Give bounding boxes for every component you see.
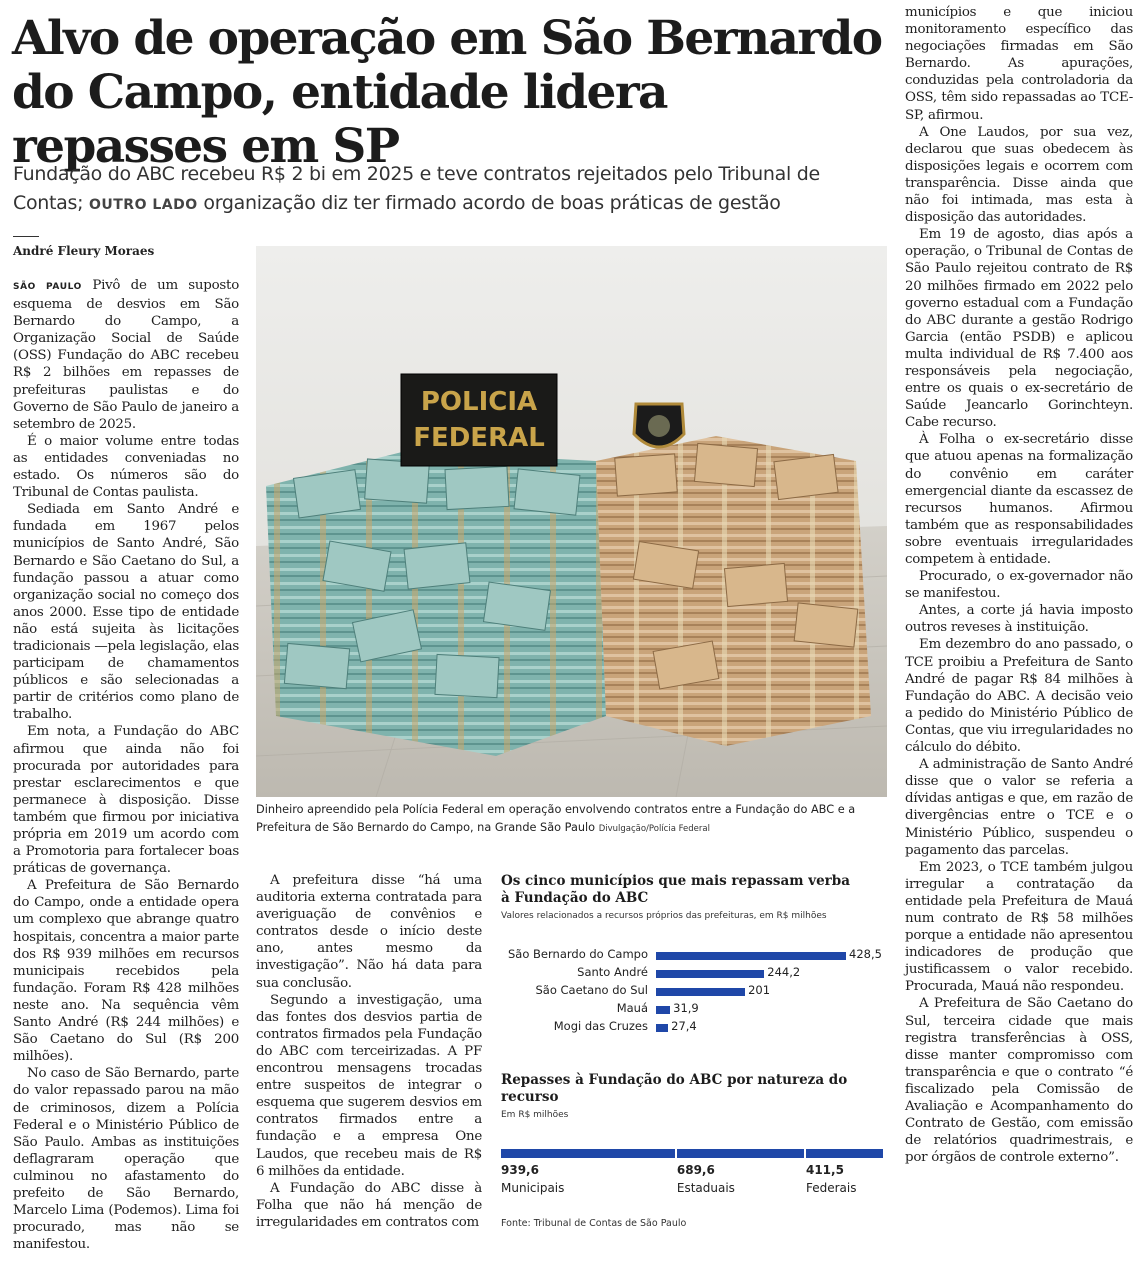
paragraph: No caso de São Bernardo, parte do valor repassado parou na mão de criminosos, dizem a Polícia Federal e o Ministério Público de São Paulo. Ambas as instituições deflagraram operação que culminou no afastamento do prefeito de São Bernardo, Marcelo Lima (Podemos). Lima foi procurado, mas não se manifestou. xyxy=(13,1066,239,1253)
paragraph: À Folha o ex-secretário disse que atuou apenas na formalização do convênio em caráter emergencial diante da escassez de recursos humanos. Afirmou também que as responsabilidades sobre eventuais irregularidades competem à entidade. xyxy=(905,432,1133,567)
article-column-2 xyxy=(256,872,482,1231)
bar xyxy=(656,1006,670,1014)
bar-value-label: 31,9 xyxy=(673,1001,699,1015)
subhead xyxy=(13,160,893,220)
stacked-bar-segment xyxy=(501,1149,675,1158)
stacked-bar-value: 689,6 xyxy=(676,1163,715,1177)
paragraph: A Fundação do ABC disse à Folha que não há menção de irregularidades em contratos com xyxy=(256,1180,482,1230)
paragraph: A Prefeitura de São Bernardo do Campo, onde a entidade opera um complexo que abrange quatro hospitais, concentra a maior parte dos R$ 939 milhões em recursos municipais recebidos pela fundação. Foram R$ 428 milhões neste ano. Na sequência vêm Santo André (R$ 244 milhões) e São Caetano do Sul (R$ 200 milhões). xyxy=(13,878,239,1065)
paragraph: Em dezembro do ano passado, o TCE proibiu a Prefeitura de Santo André de pagar R$ 84 milhões à Fundação do ABC. A decisão veio a pedido do Ministério Público de Contas, que viu irregularidades no cálculo do débito. xyxy=(905,637,1133,756)
outro-lado-tag: OUTRO LADO xyxy=(88,197,198,213)
paragraph: A One Laudos, por sua vez, declarou que suas obedecem às disposições legais e ocorrem com transparência. Disse ainda que não foi intimada, mas esta à disposição das autoridades. xyxy=(905,124,1133,226)
paragraph: Sediada em Santo André e fundada em 1967 pelos municípios de Santo André, São Bernardo e São Caetano do Sul, a fundação passou a atuar como organização social no começo dos anos 2000. Esse tipo de entidade não está sujeita às licitações tradicionais —pela legislação, elas participam de chamamentos públicos e são selecionadas a partir de critérios como plano de trabalho. xyxy=(13,502,239,723)
photo-credit: Divulgação/Polícia Federal xyxy=(598,823,710,834)
sign-text-line-1: POLICIA xyxy=(420,387,538,417)
byline-rule xyxy=(13,236,39,237)
stacked-bar-value: 411,5 xyxy=(805,1163,844,1177)
paragraph: A Prefeitura de São Caetano do Sul, terceira cidade que mais registra transferências à OSS, disse manter compromisso com transparência e que o contrato “é fiscalizado pela Comissão de Avaliação e Acompanhamento do Contrato de Gestão, com emissão de relatórios quadrimestrais, e por órgãos de controle externo”. xyxy=(905,996,1133,1166)
chart-2-subtitle: Em R$ milhões xyxy=(501,1110,569,1120)
stacked-bar-segment xyxy=(806,1149,883,1158)
headline: Alvo de operação em São Bernardo do Campo, entidade lidera repasses em SP xyxy=(12,11,882,174)
paragraph-text: Pivô de um suposto esquema de desvios em São Bernardo do Campo, a Organização Social de Saúde (OSS) Fundação do ABC recebeu R$ 2 bilhões em repasses de prefeituras paulistas e do Governo de São Paulo de janeiro a setembro de 2025. xyxy=(13,278,240,432)
paragraph: A administração de Santo André disse que o valor se referia a dívidas antigas e que, em razão de divergências entre o TCE e o Ministério Público, suspendeu o pagamento das parcelas. xyxy=(905,757,1133,858)
bar-category-label: Mauá xyxy=(616,1001,648,1015)
paragraph: Antes, a corte já havia imposto outros reveses à instituição. xyxy=(905,603,1133,636)
article-column-1 xyxy=(13,277,239,1253)
bar-value-label: 201 xyxy=(748,983,771,997)
subhead-text: Fundação do ABC recebeu R$ 2 bi em 2025 e teve contratos rejeitados pelo Tribunal de Contas; xyxy=(13,163,820,214)
stacked-bar-value: 939,6 xyxy=(501,1163,539,1177)
chart-source: Fonte: Tribunal de Contas de São Paulo xyxy=(501,1218,687,1229)
stacked-bar-segment xyxy=(677,1149,804,1158)
article-column-4 xyxy=(905,4,1133,1166)
bar-category-label: São Bernardo do Campo xyxy=(508,947,648,961)
bar-value-label: 27,4 xyxy=(671,1019,697,1033)
seized-money-photo xyxy=(256,246,887,797)
bar-category-label: São Caetano do Sul xyxy=(535,983,648,997)
paragraph: Procurado, o ex-governador não se manifestou. xyxy=(905,569,1133,602)
paragraph: Em nota, a Fundação do ABC afirmou que ainda não foi procurada por autoridades para prestar esclarecimentos e que permanece à disposição. Disse também que firmou por iniciativa própria em 2019 um acordo com a Promotoria para fortalecer boas práticas de governança. xyxy=(13,724,239,877)
paragraph: Segundo a investigação, uma das fontes dos desvios partia de contratos firmados pela Fundação do ABC com terceirizadas. A PF encontrou mensagens trocadas entre suspeitos de integrar o esquema que sugerem desvios em contratos firmados entre a fundação e a empresa One Laudos, que recebeu mais de R$ 6 milhões da entidade. xyxy=(256,992,482,1179)
bar xyxy=(656,952,846,960)
bar xyxy=(656,1024,668,1032)
paragraph: A prefeitura disse “há uma auditoria externa contratada para averiguação de convênios e contratos desde o início deste ano, antes mesmo da investigação”. Não há data para sua conclusão. xyxy=(256,873,482,991)
stacked-bar-category: Federais xyxy=(805,1181,857,1195)
paragraph: Em 19 de agosto, dias após a operação, o Tribunal de Contas de São Paulo rejeitou contrato de R$ 20 milhões firmado em 2022 pelo governo estadual com a Fundação do ABC durante a gestão Rodrigo Garcia (então PSDB) e aplicou multa individual de R$ 7.400 aos responsáveis pela negociação, entre os quais o ex-secretário de Saúde Jeancarlo Gorinchteyn. Cabe recurso. xyxy=(905,227,1133,431)
bar xyxy=(656,988,745,996)
chart-2-title: Repasses à Fundação do ABC por natureza do recurso xyxy=(501,1072,848,1105)
sign-text-line-2: FEDERAL xyxy=(413,423,545,453)
dateline: SÃO PAULO xyxy=(13,282,82,292)
photo-caption xyxy=(256,801,887,838)
bar-value-label: 428,5 xyxy=(849,947,882,961)
bar-category-label: Santo André xyxy=(577,965,648,979)
bar-value-label: 244,2 xyxy=(767,965,801,979)
bar xyxy=(656,970,764,978)
chart-1-title: Os cinco municípios que mais repassam verba à Fundação do ABC xyxy=(501,873,850,906)
byline: André Fleury Moraes xyxy=(13,244,155,258)
stacked-bar-category: Estaduais xyxy=(676,1181,735,1195)
paragraph: Em 2023, o TCE também julgou irregular a contratação da entidade pela Prefeitura de Mauá num contrato de R$ 58 milhões porque a entidade não apresentou indicadores de produção que justificassem o valor recebido. Procurada, Mauá não respondeu. xyxy=(905,859,1133,995)
caption-text: Dinheiro apreendido pela Polícia Federal em operação envolvendo contratos entre a Fundação do ABC e a Prefeitura de São Bernardo do Campo, na Grande São Paulo xyxy=(256,803,856,834)
paragraph: municípios e que iniciou monitoramento específico das negociações firmadas em São Bernardo. As apurações, conduzidas pela controladoria da OSS, têm sido repassadas ao TCE-SP, afirmou. xyxy=(905,5,1133,123)
bar-category-label: Mogi das Cruzes xyxy=(553,1019,648,1033)
paragraph xyxy=(13,277,239,433)
paragraph: É o maior volume entre todas as entidades conveniadas no estado. Os números são do Tribunal de Contas paulista. xyxy=(13,433,239,501)
stacked-bar-category: Municipais xyxy=(501,1181,565,1195)
chart-1-subtitle: Valores relacionados a recursos próprios das prefeituras, em R$ milhões xyxy=(501,911,827,921)
subhead-text-2: organização diz ter firmado acordo de boas práticas de gestão xyxy=(197,192,781,214)
